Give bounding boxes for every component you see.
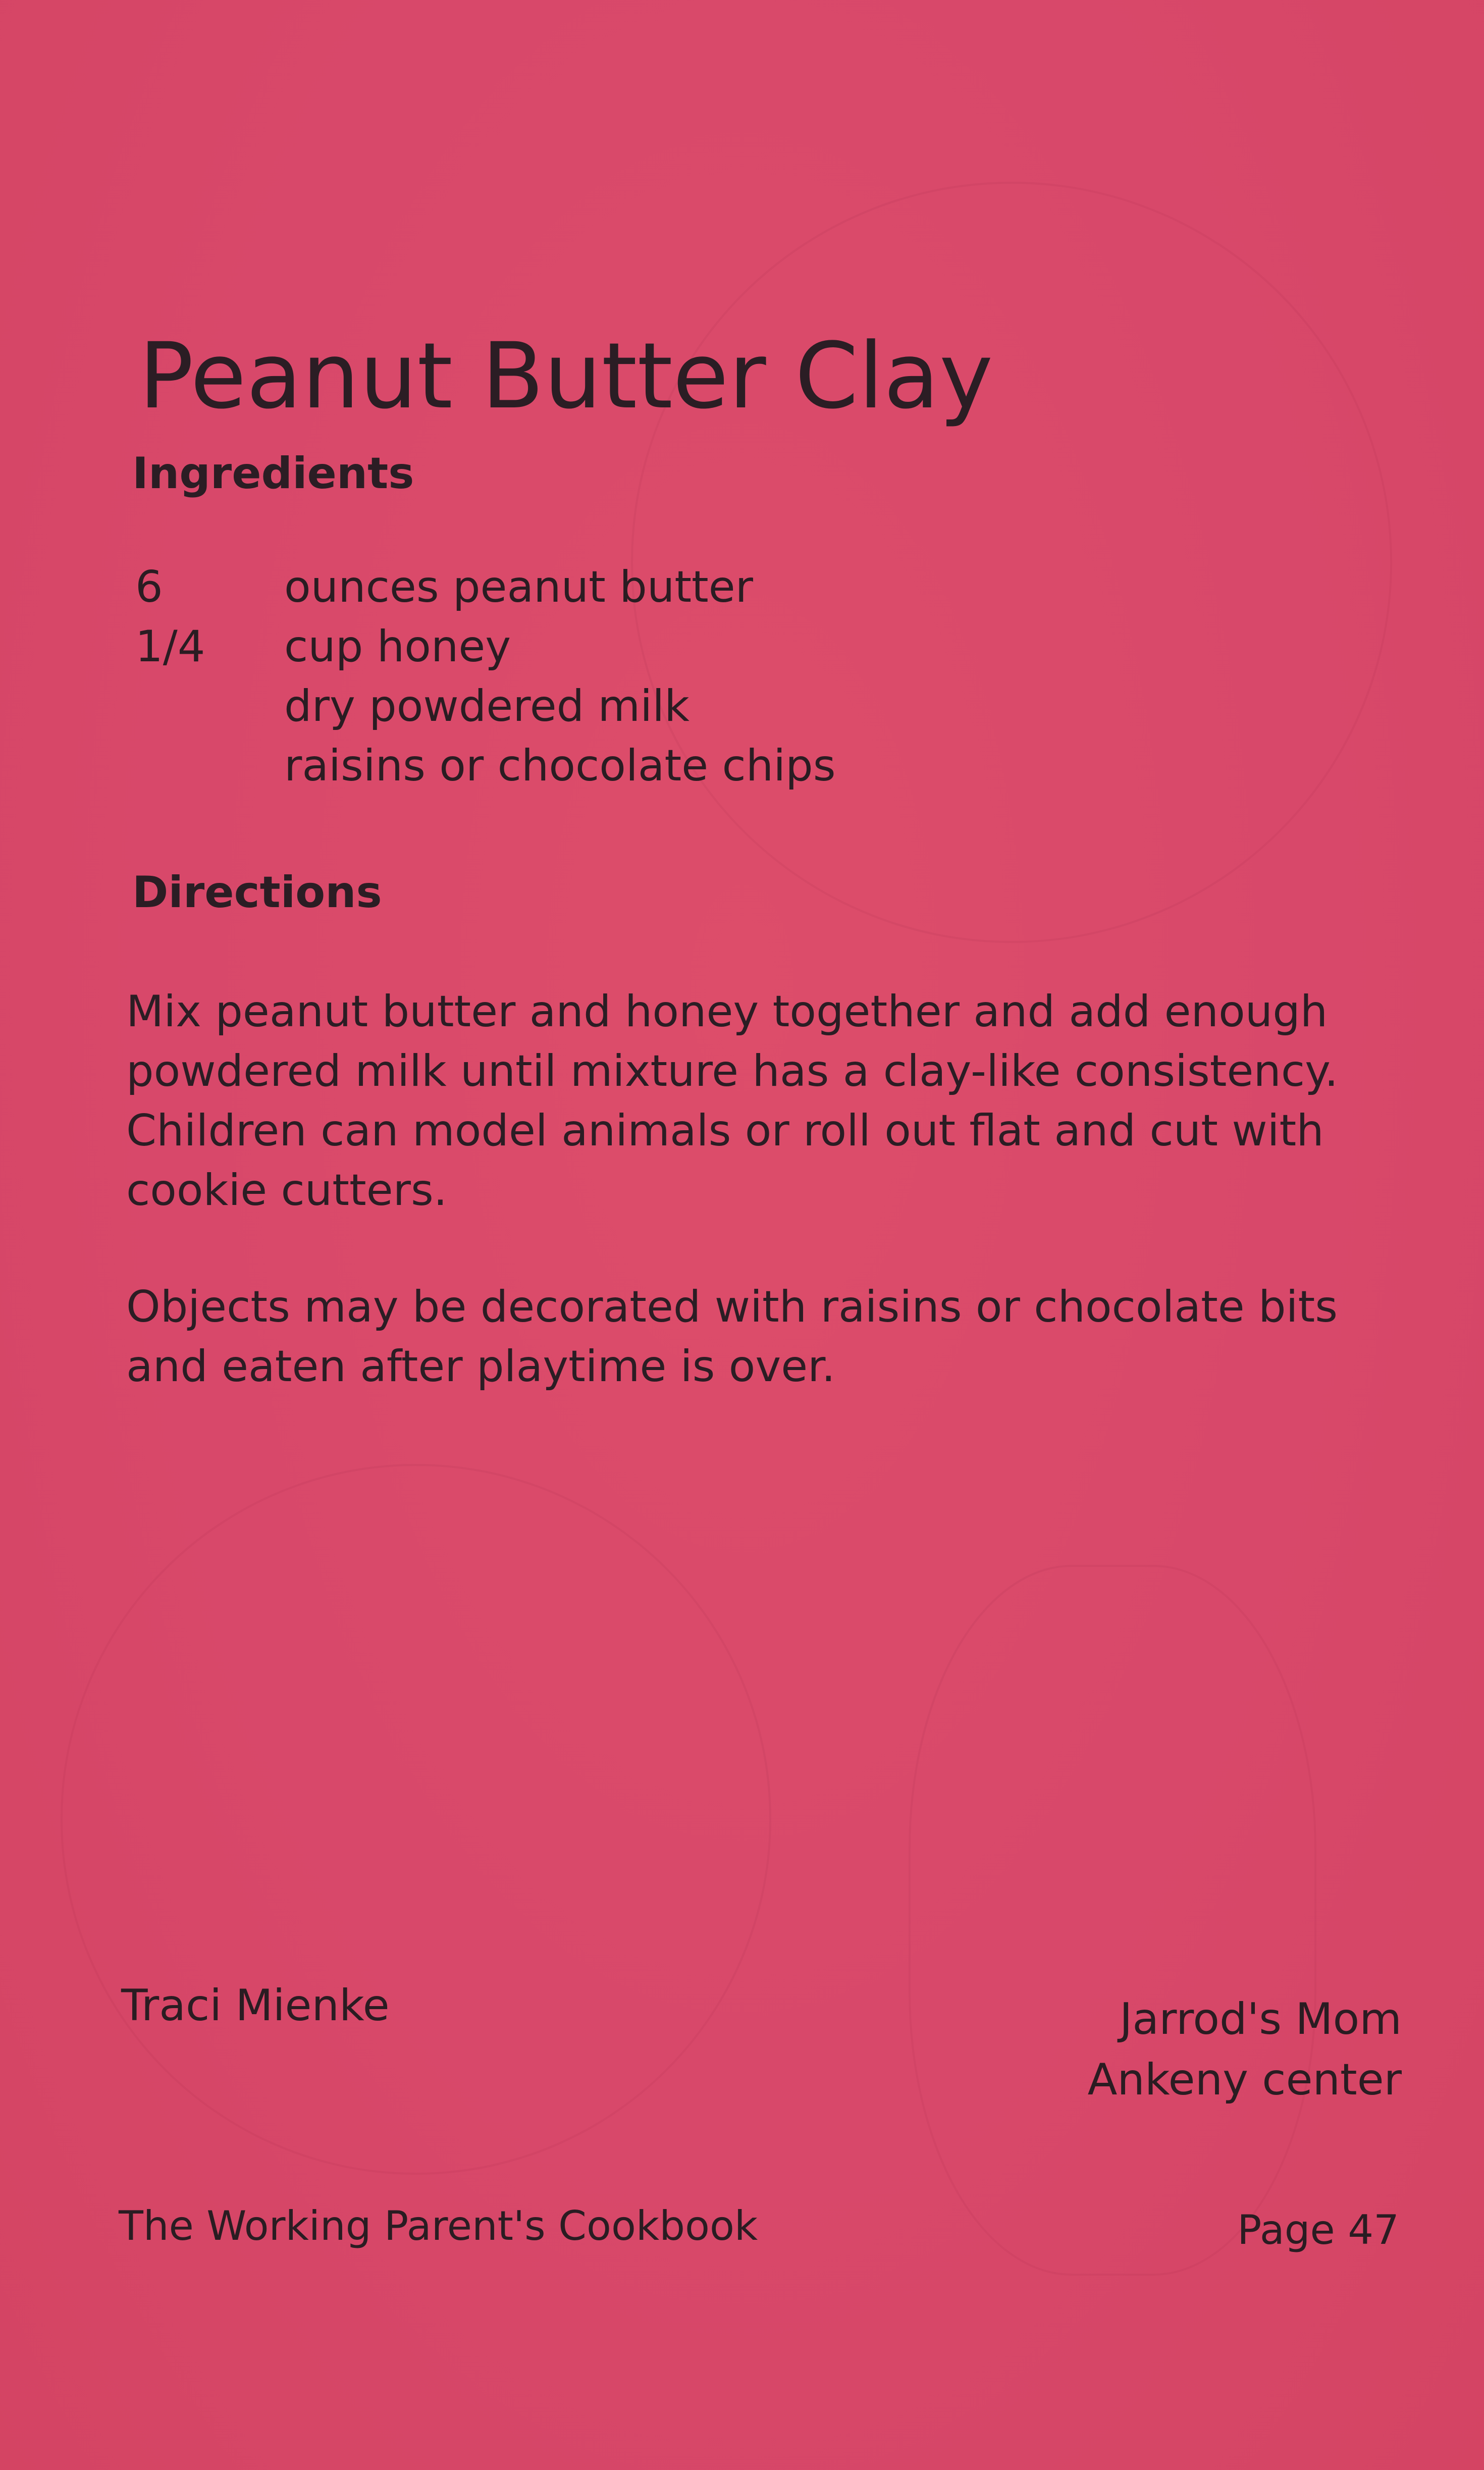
paragraph-line: Mix peanut butter and honey together and add enough — [126, 986, 1328, 1037]
contributor-location: Ankeny center — [1087, 2055, 1402, 2105]
ingredient-name: ounces peanut butter — [284, 562, 754, 612]
directions-heading: Directions — [132, 867, 382, 918]
ingredient-name: dry powdered milk — [284, 681, 690, 731]
paragraph-line: Children can model animals or roll out flat and cut with — [126, 1106, 1324, 1156]
ingredient-name: raisins or chocolate chips — [284, 741, 836, 791]
ingredient-row — [135, 741, 993, 804]
ingredient-name: cup honey — [284, 621, 511, 672]
ingredient-row — [135, 562, 993, 625]
ingredients-heading: Ingredients — [132, 448, 414, 499]
recipe-title: Peanut Butter Clay — [139, 323, 993, 429]
contributor-name: Traci Mienke — [121, 1980, 390, 2031]
paragraph-line: and eaten after playtime is over. — [126, 1341, 835, 1392]
show-through-circle — [909, 1565, 1316, 2276]
show-through-circle — [61, 1464, 771, 2175]
directions-paragraph — [126, 1277, 1418, 1396]
ingredient-quantity: 1/4 — [135, 621, 205, 672]
contributor-affiliation — [1088, 1989, 1402, 2110]
directions-paragraph — [126, 982, 1418, 1220]
paragraph-line: cookie cutters. — [126, 1165, 448, 1216]
paragraph-line: powdered milk until mixture has a clay-like consistency. — [126, 1046, 1339, 1096]
ingredient-quantity: 6 — [135, 562, 163, 612]
ingredients-list — [135, 562, 993, 804]
ingredient-row — [135, 621, 993, 685]
contributor-relation: Jarrod's Mom — [1120, 1994, 1402, 2044]
book-title: The Working Parent's Cookbook — [119, 2202, 758, 2249]
ingredient-row — [135, 681, 993, 744]
paragraph-line: Objects may be decorated with raisins or chocolate bits — [126, 1282, 1338, 1332]
page-number: Page 47 — [1237, 2206, 1399, 2253]
